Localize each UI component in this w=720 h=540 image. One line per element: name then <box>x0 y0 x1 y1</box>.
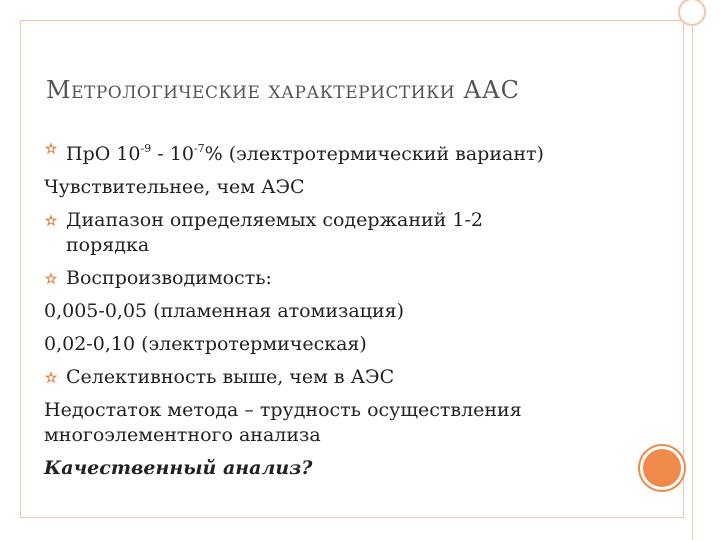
flower-bullet-icon <box>44 272 58 286</box>
list-item: Чувствительнее, чем АЭС <box>44 176 305 198</box>
superscript: -7 <box>193 142 205 155</box>
superscript: -9 <box>140 142 152 155</box>
list-item: 0,02-0,10 (электротермическая) <box>44 333 367 355</box>
flower-bullet-icon <box>44 214 58 228</box>
item-text: Воспроизводимость: <box>66 267 272 289</box>
item-text: Диапазон определяемых содержаний 1-2 <box>66 209 483 231</box>
flower-bullet-icon <box>44 142 58 156</box>
slide-title: Метрологические характеристики ААС <box>46 76 520 104</box>
item-text: ПрО 10 <box>66 143 141 165</box>
list-item: 0,005-0,05 (пламенная атомизация) <box>44 300 405 322</box>
list-item <box>44 132 634 171</box>
decorative-circle-bottom <box>640 446 684 490</box>
item-text: - 10 <box>151 143 194 165</box>
list-item <box>44 361 634 394</box>
flower-bullet-icon <box>44 371 58 385</box>
slide-body <box>44 132 634 485</box>
decorative-rule <box>692 0 693 540</box>
list-item: Недостаток метода – трудность осуществления <box>44 399 522 421</box>
list-item-continuation: многоэлементного анализа <box>44 424 321 446</box>
emphasis-question: Качественный анализ? <box>44 457 313 479</box>
decorative-circle-top <box>678 0 706 26</box>
list-item-continuation: порядка <box>66 234 150 256</box>
item-text: Селективность выше, чем в АЭС <box>66 366 395 388</box>
item-text: % (электротермический вариант) <box>204 143 544 165</box>
list-item <box>44 262 634 295</box>
